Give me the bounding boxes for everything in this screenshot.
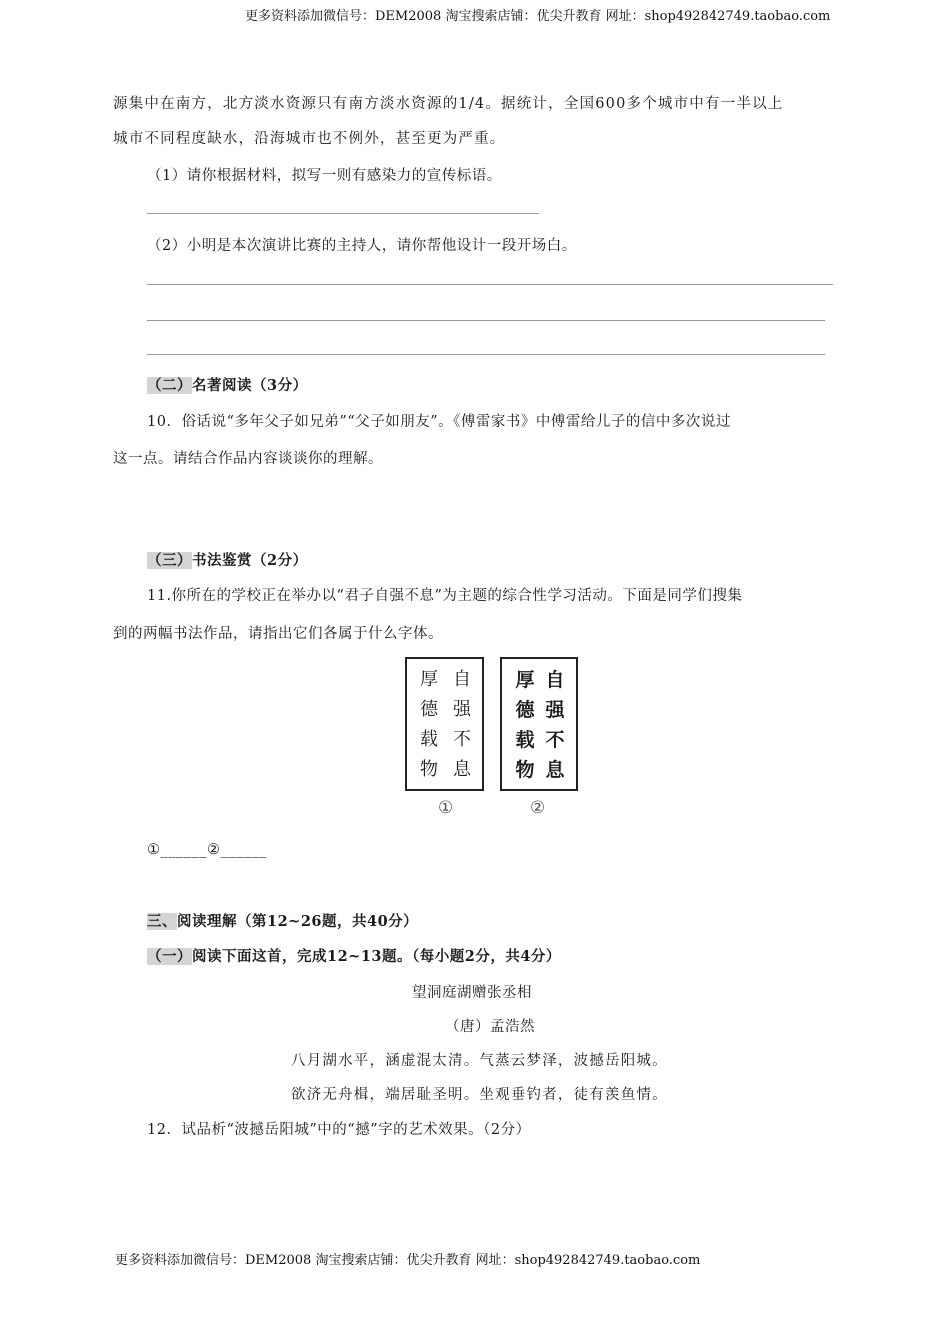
section-tag: （二） xyxy=(147,377,192,394)
poem-author: （唐）孟浩然 xyxy=(445,1019,535,1035)
q9-sub2: （2）小明是本次演讲比赛的主持人，请你帮他设计一段开场白。 xyxy=(147,238,577,254)
answer-line xyxy=(147,320,825,321)
q11-line-1: 11.你所在的学校正在举办以“君子自强不息”为主题的综合性学习活动。下面是同学们搜集 xyxy=(147,588,743,604)
calligraphy-work-1 xyxy=(405,657,484,791)
answer-line xyxy=(147,354,825,355)
calligraphy-work-2 xyxy=(500,657,578,791)
q12: 12．试品析“波撼岳阳城”中的“撼”字的艺术效果。（2分） xyxy=(147,1122,531,1138)
section-title: 书法鉴赏（2分） xyxy=(192,552,308,569)
poem-line-1: 八月湖水平，涵虚混太清。气蒸云梦泽，波撼岳阳城。 xyxy=(291,1053,668,1069)
calligraphy-label-1: ① xyxy=(438,798,454,818)
calligraphy-label-2: ② xyxy=(530,798,546,818)
part-title: 阅读理解（第12~26题，共40分） xyxy=(177,913,419,930)
q11-answer-line: ①______②______ xyxy=(147,842,267,858)
poem-line-2: 欲济无舟楫，端居耻圣明。坐观垂钓者，徒有羡鱼情。 xyxy=(291,1087,668,1103)
page-footer: 更多资料添加微信号：DEM2008 淘宝搜索店铺：优尖升教育 网址：shop492842749.taobao.com xyxy=(115,1253,701,1268)
q10-line-1: 10．俗话说“多年父子如兄弟”“父子如朋友”。《傅雷家书》中傅雷给儿子的信中多次说过 xyxy=(147,414,731,430)
section-title: 名著阅读（3分） xyxy=(192,377,308,394)
section-title: 阅读下面这首，完成12~13题。（每小题2分，共4分） xyxy=(192,948,561,965)
section-heading-calligraphy xyxy=(147,549,308,570)
material-line-1: 源集中在南方，北方淡水资源只有南方淡水资源的1/4。据统计，全国600多个城市中有一半以上 xyxy=(113,96,784,112)
section-heading-classics xyxy=(147,374,308,395)
page-header: 更多资料添加微信号：DEM2008 淘宝搜索店铺：优尖升教育 网址：shop492842749.taobao.com xyxy=(245,9,831,24)
q9-sub1: （1）请你根据材料，拟写一则有感染力的宣传标语。 xyxy=(147,168,502,184)
calligraphy-left-column: 厚 德 载 物 xyxy=(420,669,438,780)
part-tag: 三、 xyxy=(147,913,177,930)
calligraphy-left-column: 厚 德 载 物 xyxy=(515,669,535,781)
section-heading-poem xyxy=(147,945,561,966)
answer-line xyxy=(147,284,833,285)
q10-line-2: 这一点。请结合作品内容谈谈你的理解。 xyxy=(113,451,383,467)
part-heading-reading xyxy=(147,910,418,931)
section-tag: （三） xyxy=(147,552,192,569)
material-line-2: 城市不同程度缺水，沿海城市也不例外，甚至更为严重。 xyxy=(113,131,506,147)
calligraphy-right-column: 自 强 不 息 xyxy=(453,669,471,780)
calligraphy-right-column: 自 强 不 息 xyxy=(545,669,565,781)
answer-line xyxy=(147,213,539,214)
poem-title: 望洞庭湖赠张丞相 xyxy=(412,985,532,1001)
section-tag: （一） xyxy=(147,948,192,965)
q11-line-2: 到的两幅书法作品，请指出它们各属于什么字体。 xyxy=(113,626,443,642)
